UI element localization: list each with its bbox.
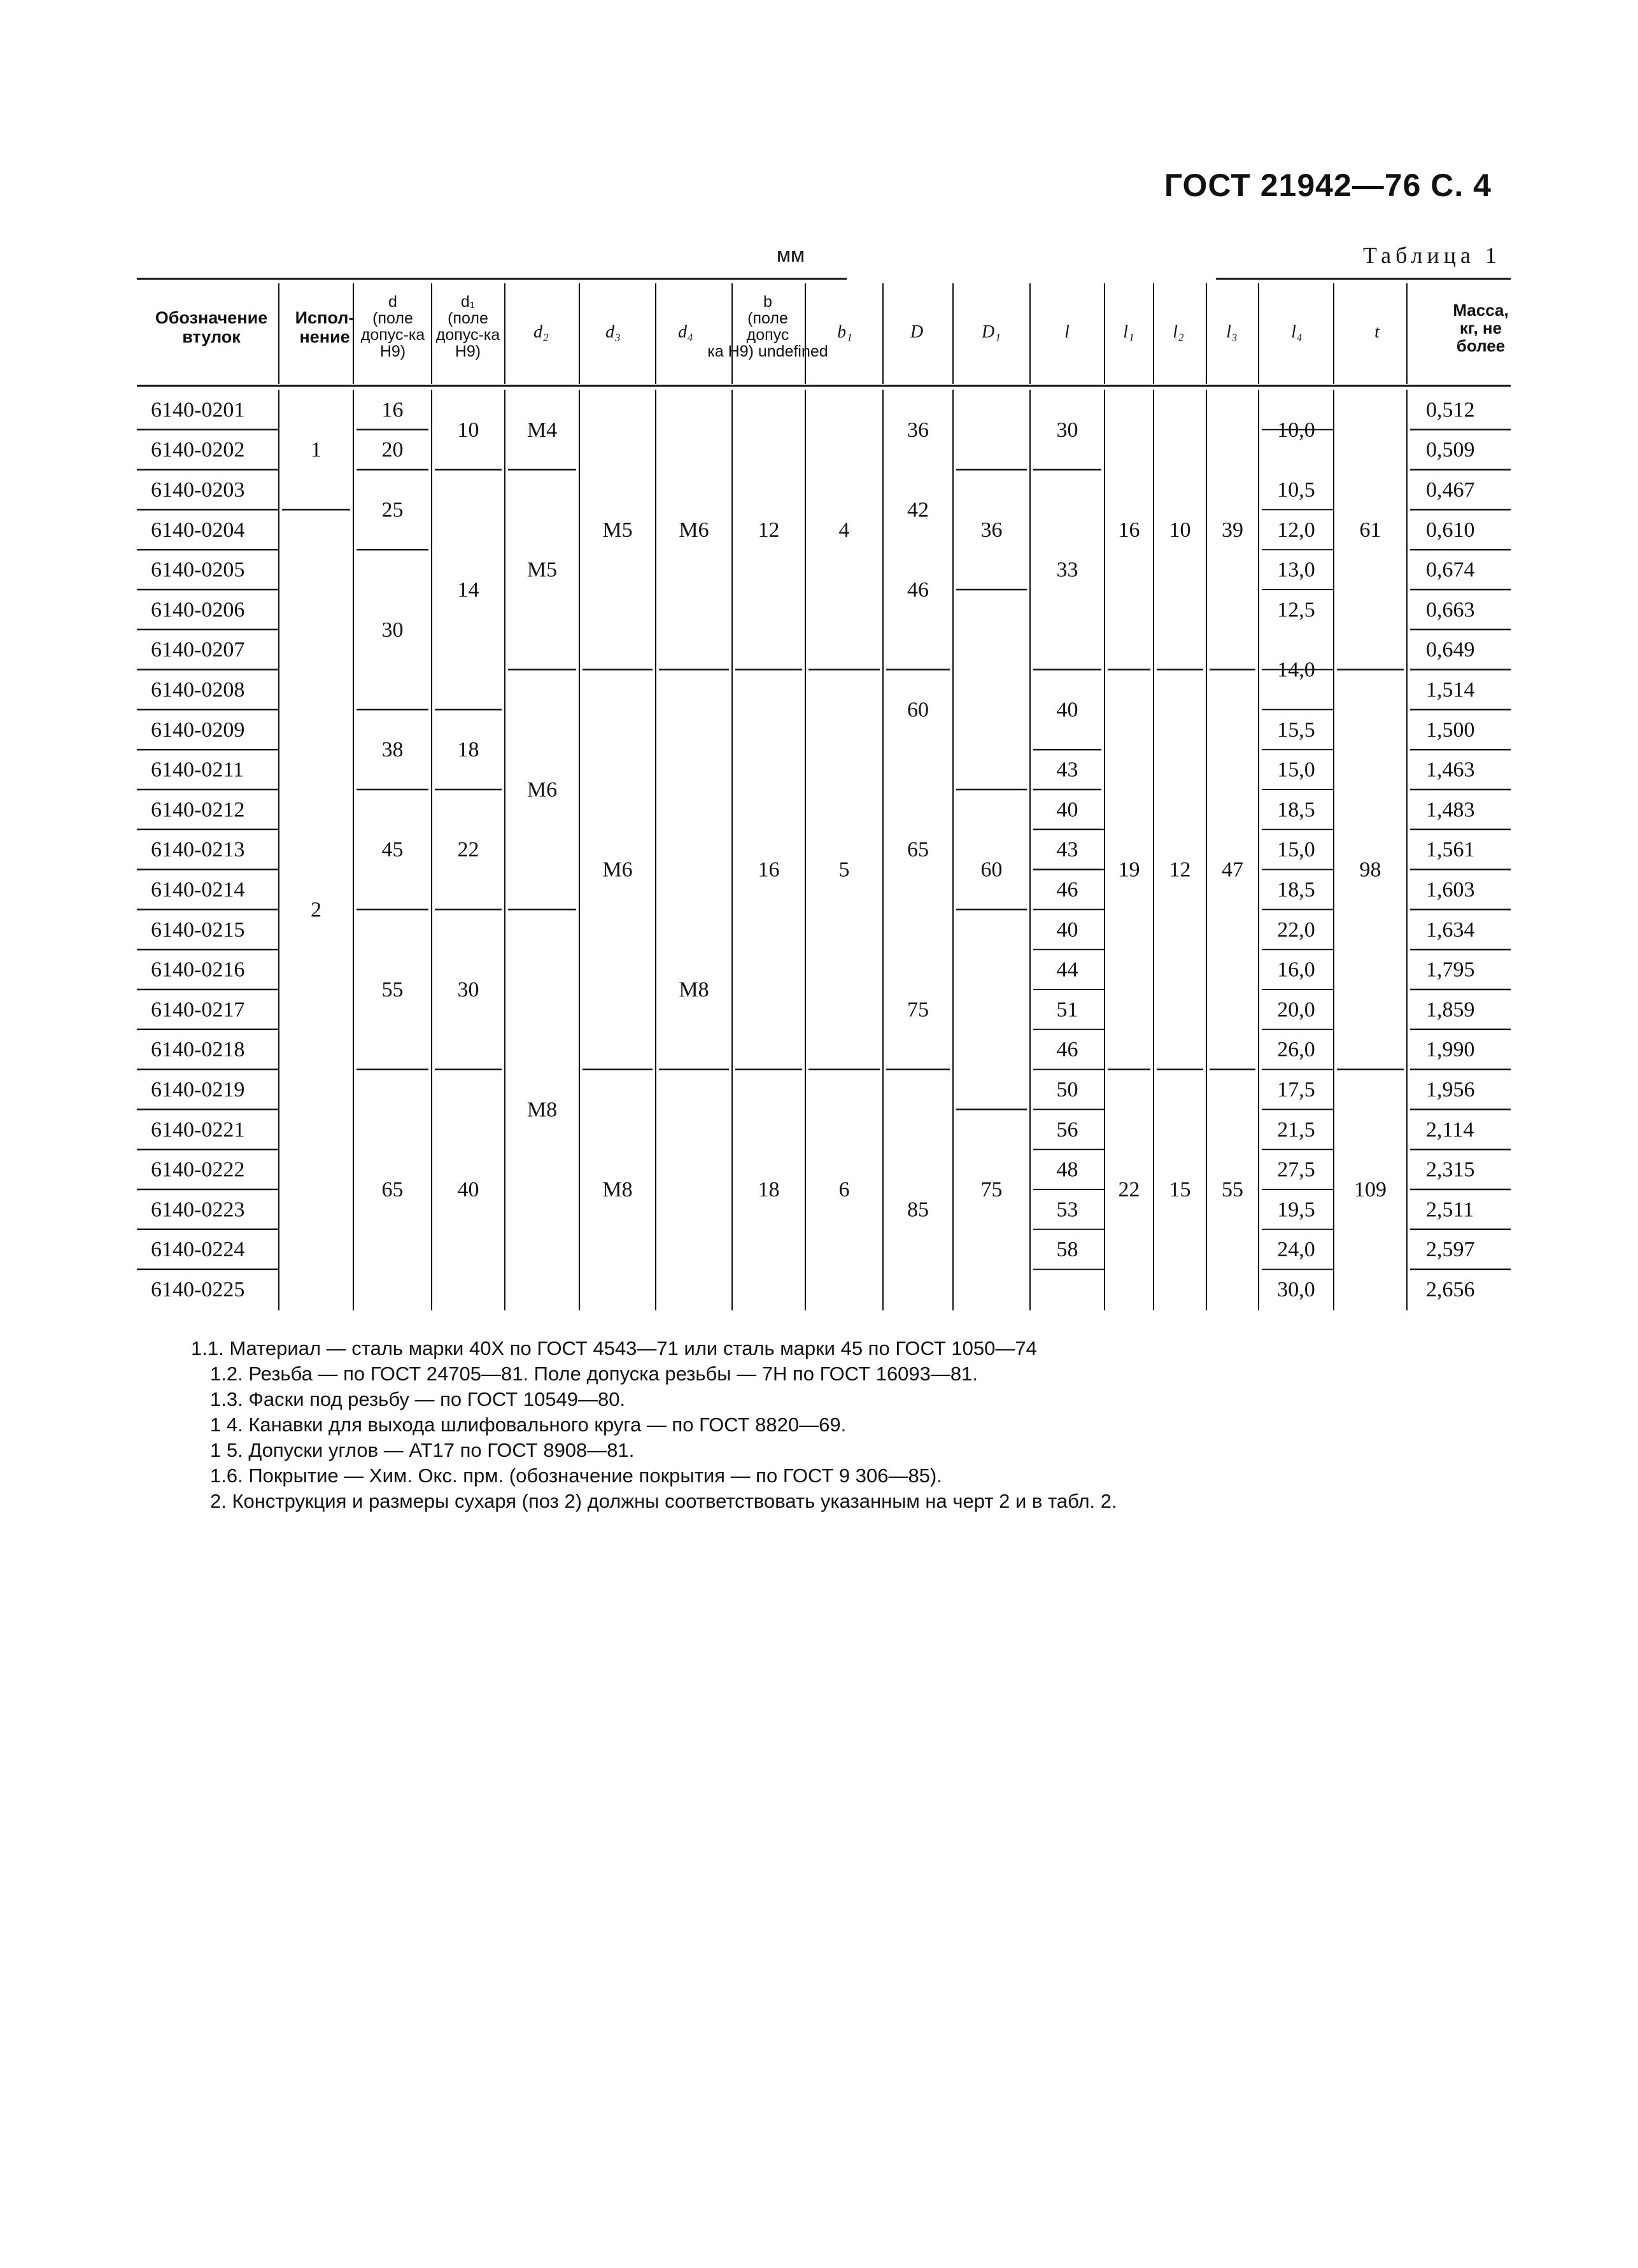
cell-t: 61 (1359, 518, 1381, 542)
cell-l3: 47 (1222, 858, 1243, 882)
cell-d: 20 (381, 438, 404, 462)
note-item: 2. Конструкция и размеры сухаря (поз 2) должны соответствовать указанным на черт 2 и в табл. 2. (210, 1490, 1117, 1512)
cell-l4: 15,5 (1277, 718, 1315, 742)
cell-l4: 24,0 (1277, 1238, 1315, 1262)
cell-d: 25 (381, 498, 404, 522)
cell-version: 2 (311, 898, 321, 922)
cell-D: 60 (907, 698, 929, 722)
header-mass: Масса, кг, не более (1453, 301, 1509, 355)
cell-b: 12 (758, 518, 780, 542)
header-designation: Обозначение втулок (155, 308, 268, 346)
cell-l4: 20,0 (1277, 998, 1315, 1022)
header-l1: l₁ (1123, 322, 1134, 342)
row-mass: 2,656 (1426, 1278, 1475, 1301)
cell-l: 56 (1056, 1117, 1078, 1142)
cell-D1: 75 (980, 1178, 1003, 1201)
cell-d1: 22 (457, 838, 479, 862)
cell-b: 16 (758, 858, 780, 882)
row-designation: 6140-0203 (151, 478, 245, 502)
note-item: 1 5. Допуски углов — АТ17 по ГОСТ 8908—81. (210, 1439, 635, 1461)
cell-D1: 36 (980, 518, 1003, 542)
row-designation: 6140-0213 (151, 838, 245, 862)
header-l: l (1064, 322, 1070, 342)
row-mass: 1,990 (1426, 1038, 1475, 1062)
cell-D: 75 (907, 998, 929, 1022)
cell-l: 33 (1056, 558, 1078, 582)
cell-l4: 10,0 (1277, 418, 1315, 442)
row-designation: 6140-0206 (151, 598, 245, 622)
row-mass: 1,795 (1426, 958, 1475, 982)
row-designation: 6140-0205 (151, 558, 245, 582)
row-designation: 6140-0204 (151, 518, 245, 542)
cell-D: 85 (907, 1198, 929, 1222)
cell-l: 30 (1056, 418, 1078, 442)
cell-l4: 19,5 (1277, 1198, 1315, 1222)
row-designation: 6140-0215 (151, 918, 245, 942)
cell-t: 109 (1354, 1178, 1387, 1201)
cell-l4: 27,5 (1277, 1158, 1315, 1182)
cell-d4: М6 (679, 518, 709, 542)
cell-d3: М8 (602, 1178, 633, 1201)
table-header-row (155, 293, 1509, 360)
row-mass: 1,603 (1426, 878, 1475, 902)
row-designation: 6140-0218 (151, 1038, 245, 1062)
cell-b1: 4 (838, 518, 850, 542)
cell-l4: 22,0 (1277, 918, 1315, 942)
row-mass: 0,467 (1426, 478, 1475, 502)
cell-d2: М6 (526, 778, 558, 802)
cell-D: 42 (907, 498, 929, 522)
row-mass: 0,674 (1426, 558, 1475, 582)
cell-d2: М8 (526, 1098, 558, 1122)
cell-l: 40 (1056, 918, 1078, 942)
cell-b1: 6 (838, 1178, 850, 1201)
cell-l: 44 (1056, 958, 1078, 982)
cell-l: 58 (1056, 1238, 1078, 1262)
header-b: b (поле допус ка H9) undefined (707, 293, 828, 360)
row-mass: 1,514 (1426, 678, 1475, 702)
row-designation: 6140-0224 (151, 1238, 245, 1262)
cell-d1: 40 (457, 1178, 479, 1201)
cell-D: 65 (907, 838, 929, 862)
cell-l3: 55 (1222, 1178, 1243, 1201)
cell-d4: М8 (679, 978, 709, 1002)
cell-l4: 14,0 (1277, 658, 1315, 682)
cell-l: 40 (1056, 698, 1078, 722)
cell-l: 46 (1056, 1038, 1078, 1062)
cell-l4: 10,5 (1277, 478, 1315, 502)
row-designation: 6140-0202 (151, 438, 245, 462)
row-mass: 2,511 (1426, 1198, 1474, 1222)
row-designation: 6140-0221 (151, 1117, 245, 1142)
table-body (151, 398, 1475, 1301)
header-d1: d₁ (поле допус-ка H9) (435, 293, 500, 360)
cell-d: 65 (381, 1178, 404, 1201)
cell-l2: 12 (1169, 858, 1191, 882)
row-designation: 6140-0214 (151, 878, 245, 902)
cell-b: 18 (758, 1178, 780, 1201)
cell-version: 1 (311, 438, 321, 462)
table-label: Таблица 1 (1363, 243, 1501, 268)
row-designation: 6140-0201 (151, 398, 245, 422)
row-designation: 6140-0217 (151, 998, 245, 1022)
row-mass: 1,956 (1426, 1078, 1475, 1102)
cell-d: 30 (381, 618, 404, 642)
cell-l: 43 (1056, 758, 1078, 782)
cell-t: 98 (1359, 858, 1381, 882)
cell-d: 16 (381, 398, 404, 422)
cell-l4: 18,5 (1277, 878, 1315, 902)
row-mass: 0,512 (1426, 398, 1475, 422)
cell-d1: 30 (457, 978, 479, 1002)
row-designation: 6140-0209 (151, 718, 245, 742)
header-l4: l₄ (1291, 322, 1303, 342)
row-mass: 1,463 (1426, 758, 1475, 782)
row-mass: 0,649 (1426, 638, 1475, 662)
cell-l: 53 (1056, 1198, 1078, 1222)
row-mass: 0,610 (1426, 518, 1475, 542)
header-D1: D₁ (982, 322, 1001, 342)
cell-l2: 10 (1169, 518, 1191, 542)
note-item: 1.6. Покрытие — Хим. Окс. прм. (обозначение покрытия — по ГОСТ 9 306—85). (210, 1464, 942, 1487)
header-l3: l₃ (1226, 322, 1238, 342)
row-designation: 6140-0212 (151, 798, 245, 822)
row-designation: 6140-0223 (151, 1198, 245, 1222)
cell-D1: 60 (980, 858, 1003, 882)
header-d3: d₃ (605, 322, 621, 342)
row-mass: 1,500 (1426, 718, 1475, 742)
cell-l4: 15,0 (1277, 838, 1315, 862)
note-item: 1.1. Материал — сталь марки 40Х по ГОСТ 4543—71 или сталь марки 45 по ГОСТ 1050—74 (191, 1337, 1037, 1359)
cell-l4: 16,0 (1277, 958, 1315, 982)
cell-d: 45 (381, 838, 404, 862)
cell-d3: М6 (602, 858, 633, 882)
table-notes (191, 1336, 1117, 1514)
row-mass: 2,597 (1426, 1238, 1475, 1262)
header-d4: d₄ (678, 322, 693, 342)
cell-l1: 19 (1118, 858, 1140, 882)
row-designation: 6140-0225 (151, 1278, 245, 1301)
cell-l4: 21,5 (1277, 1117, 1315, 1142)
header-d: d (поле допус-ка H9) (360, 293, 425, 360)
note-item: 1.3. Фаски под резьбу — по ГОСТ 10549—80. (210, 1388, 626, 1410)
cell-l4: 30,0 (1277, 1278, 1315, 1301)
cell-d3: М5 (602, 518, 633, 542)
row-designation: 6140-0207 (151, 638, 245, 662)
cell-d: 55 (381, 978, 404, 1002)
cell-l4: 17,5 (1277, 1078, 1315, 1102)
row-mass: 0,663 (1426, 598, 1475, 622)
cell-l1: 16 (1118, 518, 1140, 542)
note-item: 1 4. Канавки для выхода шлифовального круга — по ГОСТ 8820—69. (210, 1414, 847, 1436)
cell-l2: 15 (1169, 1178, 1191, 1201)
row-mass: 1,859 (1426, 998, 1475, 1022)
cell-l: 51 (1056, 998, 1078, 1022)
row-designation: 6140-0216 (151, 958, 245, 982)
cell-D: 46 (907, 578, 929, 602)
row-mass: 1,483 (1426, 798, 1475, 822)
cell-b1: 5 (838, 858, 850, 882)
cell-d1: 18 (457, 738, 479, 762)
header-b1: b₁ (837, 322, 852, 342)
cell-l: 48 (1056, 1158, 1078, 1182)
cell-l: 46 (1056, 878, 1078, 902)
row-designation: 6140-0219 (151, 1078, 245, 1102)
note-item: 1.2. Резьба — по ГОСТ 24705—81. Поле допуска резьбы — 7Н по ГОСТ 16093—81. (210, 1363, 978, 1385)
header-version: Испол-нение (295, 308, 355, 346)
cell-d2: М4 (526, 418, 558, 442)
cell-l4: 12,0 (1277, 518, 1315, 542)
cell-l4: 15,0 (1277, 758, 1315, 782)
unit-label: мм (777, 243, 805, 266)
row-designation: 6140-0211 (151, 758, 244, 782)
row-designation: 6140-0208 (151, 678, 245, 702)
cell-d1: 10 (457, 418, 479, 442)
cell-l: 50 (1056, 1078, 1078, 1102)
cell-l3: 39 (1222, 518, 1243, 542)
cell-d: 38 (381, 738, 404, 762)
header-l2: l₂ (1173, 322, 1184, 342)
row-mass: 2,315 (1426, 1158, 1475, 1182)
cell-l4: 18,5 (1277, 798, 1315, 822)
row-mass: 1,634 (1426, 918, 1475, 942)
cell-D: 36 (907, 418, 929, 442)
row-mass: 2,114 (1426, 1117, 1474, 1142)
cell-l: 40 (1056, 798, 1078, 822)
row-mass: 1,561 (1426, 838, 1475, 862)
cell-l: 43 (1056, 838, 1078, 862)
cell-l1: 22 (1118, 1178, 1140, 1201)
cell-l4: 26,0 (1277, 1038, 1315, 1062)
header-D: D (910, 322, 924, 342)
page-header: ГОСТ 21942—76 С. 4 (1164, 167, 1492, 203)
cell-l4: 13,0 (1277, 558, 1315, 582)
row-mass: 0,509 (1426, 438, 1475, 462)
header-t: t (1374, 322, 1380, 342)
header-d2: d₂ (533, 322, 549, 342)
cell-l4: 12,5 (1277, 598, 1315, 622)
cell-d1: 14 (457, 578, 479, 602)
cell-d2: М5 (526, 558, 558, 582)
row-designation: 6140-0222 (151, 1158, 245, 1182)
